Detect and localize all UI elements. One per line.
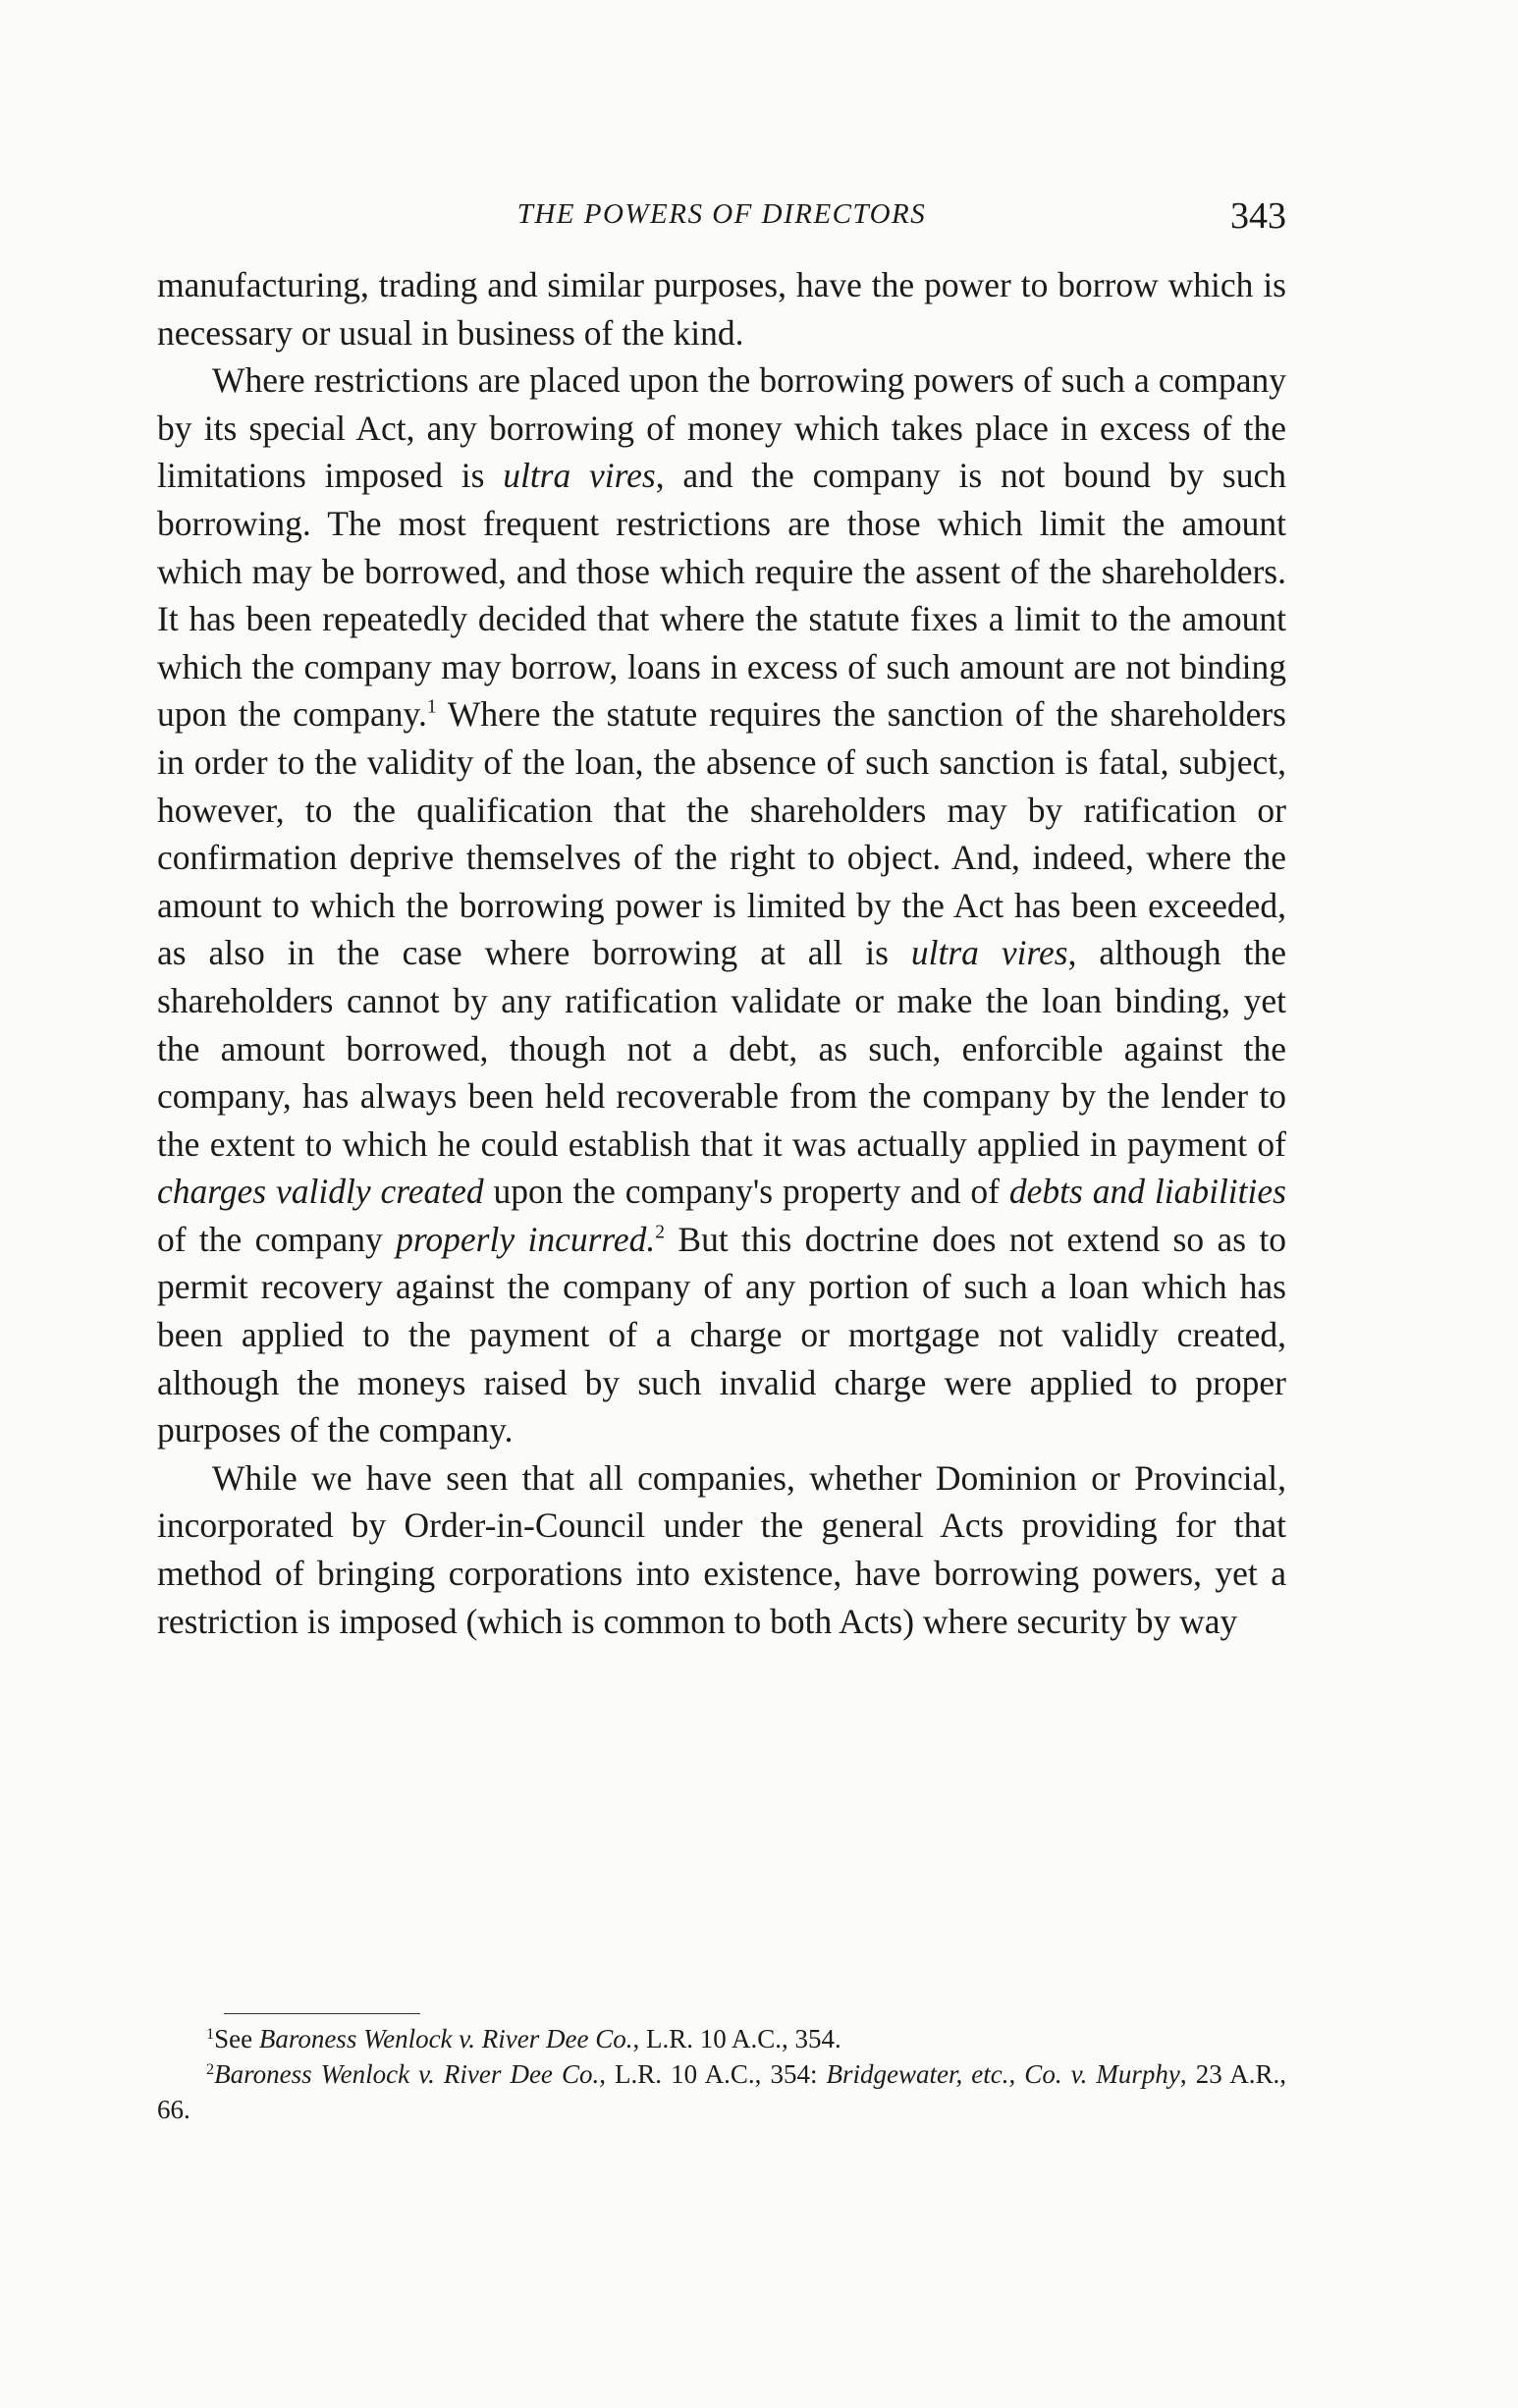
italic-term: properly incurred.	[396, 1219, 656, 1259]
text-run: of the company	[157, 1219, 397, 1259]
page-number: 343	[1230, 195, 1286, 237]
text-run: But this doctrine does not extend so as to permit recovery against the company of any portion of such a loan which has been applied to the payment of a charge or mortgage not validly created, although the moneys raised by such invalid charge were applied to proper purposes of the company.	[157, 1219, 1286, 1450]
text-run: , 23 A.R., 66.	[157, 2059, 1287, 2124]
italic-term: charges validly created	[157, 1172, 484, 1212]
text-run: , L.R. 10 A.C., 354:	[599, 2059, 827, 2089]
text-run: See	[214, 2024, 259, 2053]
text-run: upon the company's property and of	[483, 1172, 1009, 1212]
footnote-mark: 1	[206, 2025, 215, 2044]
text-run: Where the statute requires the sanction of the shareholders in order to the validity of the loan, the absence of such sanction is fatal, subject, however, to the qualification that the shareholders may by ratification or confirmation deprive themselves of the right to object. And, indeed, where the amount to which the borrowing power is limited by the Act has been exceeded, as also in the case where borrowing at all is	[157, 694, 1286, 973]
footnote-2	[157, 2056, 1286, 2127]
paragraph-3: While we have seen that all companies, whether Dominion or Provincial, incorporated by Order-in-Council under the general Acts providing for that method of bringing corporations into existence, have borrowing powers, yet a restriction is imposed (which is common to both Acts) where security by way	[157, 1457, 1286, 1641]
footnote-divider	[224, 2013, 420, 2014]
case-name: Baroness Wenlock v. River Dee Co.	[214, 2059, 600, 2089]
text-run: Where restrictions are placed upon the borrowing powers of such a company by its special Act, any borrowing of money which takes place in excess of the limitations imposed is	[157, 360, 1286, 496]
text-run: , L.R. 10 A.C., 354.	[632, 2024, 841, 2053]
text-run: , and the company is not bound by such borrowing. The most frequent restrictions are those which limit the amount which may be borrowed, and those which require the assent of the shareholders. It has been repeatedly decided that where the statute fixes a limit to the amount which the company may borrow, loans in excess of such amount are not binding upon the company.	[157, 456, 1286, 735]
italic-term: ultra vires	[910, 933, 1068, 973]
running-title: THE POWERS OF DIRECTORS	[516, 198, 927, 230]
case-name: Bridgewater, etc., Co. v. Murphy	[826, 2059, 1180, 2089]
body-text	[157, 261, 1286, 1645]
italic-term: ultra vires	[503, 456, 656, 496]
footnote-ref-2: 2	[655, 1222, 666, 1243]
running-head	[157, 194, 1286, 244]
footnote-1	[157, 2021, 1286, 2056]
footnote-mark: 2	[206, 2060, 215, 2079]
paragraph-2	[157, 356, 1286, 1454]
text-run: , although the shareholders cannot by any ratification validate or make the loan binding, yet the amount borrowed, though not a debt, as such, enforcible against the company, has always been held recoverable from the company by the lender to the extent to which he could establish that it was actually applied in payment of	[157, 933, 1286, 1164]
paragraph-1: manufacturing, trading and similar purposes, have the power to borrow which is necessary or usual in business of the kind.	[157, 265, 1286, 353]
italic-term: debts and liabilities	[1008, 1172, 1286, 1212]
footnotes	[157, 2021, 1286, 2127]
case-name: Baroness Wenlock v. River Dee Co.	[258, 2024, 633, 2053]
footnote-ref-1: 1	[426, 696, 437, 718]
